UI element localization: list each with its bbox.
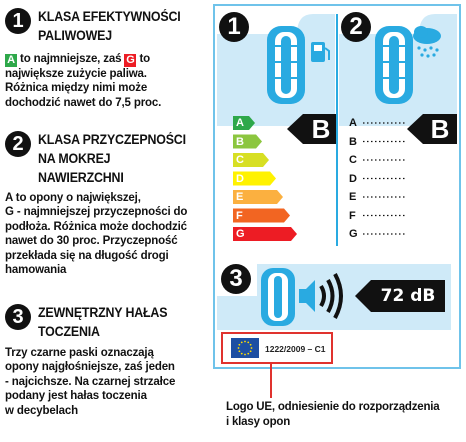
section-number-badge: 3	[5, 304, 31, 330]
eu-flag-icon	[231, 338, 259, 358]
eu-star	[241, 341, 243, 343]
wet-grip-class-letter-d: D	[349, 172, 357, 185]
section-title: NAWIERZCHNI	[38, 170, 124, 185]
fuel-grade-letter: B	[311, 114, 331, 144]
section-title: ZEWNĘTRZNY HAŁAS	[38, 305, 168, 320]
fuel-class-letter-a: A	[236, 117, 244, 129]
fuel-class-letter-b: B	[236, 135, 244, 148]
wet-grip-grade-letter: B	[430, 114, 450, 144]
fuel-class-letter-c: C	[236, 154, 244, 166]
fuel-class-letter-g: G	[236, 228, 245, 240]
section-description: A to najmniejsze, zaś G to największe zużycie paliwa. Różnica między nimi może dochodzić nawet do 7,5 proc.	[5, 53, 162, 109]
wet-grip-class-letter-a: A	[349, 117, 357, 129]
section-number-badge: 2	[5, 131, 31, 157]
tyre-icon	[261, 268, 295, 326]
eu-star	[241, 353, 243, 355]
tyre-label-graphic	[215, 6, 459, 367]
tyre-icon	[375, 26, 413, 104]
regulation-reference: 1222/2009 – C1	[265, 344, 326, 354]
section-title: KLASA EFEKTYWNOŚCI	[38, 9, 181, 24]
section-title: KLASA PRZYCZEPNOŚCI	[38, 132, 186, 147]
section-title: TOCZENIA	[38, 324, 100, 339]
section-number-badge: 1	[5, 8, 31, 34]
wet-grip-class-list	[363, 123, 405, 234]
section-fuel-efficiency	[5, 7, 210, 110]
callout-line	[270, 364, 272, 398]
eu-logo-caption: Logo UE, odniesienie do rozporządzenia i klasy opon	[226, 401, 440, 428]
section-title: PALIWOWEJ	[38, 28, 113, 43]
section-description: A to opony o największej, G - najmniejszej przyczepności do podłoża. Różnica może dochodzić nawet do 30 proc. Przyczepność przekłada się na długość drogi hamowania	[5, 192, 188, 277]
fuel-class-letter-d: D	[236, 172, 244, 185]
wet-grip-class-letter-g: G	[349, 228, 358, 240]
eu-star	[244, 354, 246, 356]
eu-star	[250, 350, 252, 352]
eu-star	[247, 353, 249, 355]
grade-a-chip: A	[5, 54, 17, 67]
highlight-box-top	[221, 332, 333, 334]
label-badge-1: 1	[219, 12, 249, 42]
wet-grip-class-letter-c: C	[349, 154, 357, 166]
eu-tyre-label	[213, 4, 461, 369]
noise-value: 72 dB	[380, 286, 436, 306]
eu-star	[238, 344, 240, 346]
wet-grip-class-letter-e: E	[349, 191, 357, 203]
label-badge-3: 3	[221, 264, 251, 294]
section-wet-grip	[5, 130, 210, 277]
wet-grip-class-letter-f: F	[349, 209, 356, 222]
eu-star	[238, 347, 240, 349]
eu-star	[251, 347, 253, 349]
wet-grip-class-letter-b: B	[349, 135, 357, 148]
label-badge-2: 2	[341, 12, 371, 42]
grade-g-chip: G	[126, 54, 135, 66]
section-title: NA MOKREJ	[38, 151, 111, 166]
eu-star	[238, 350, 240, 352]
fuel-class-letter-f: F	[236, 209, 243, 222]
highlight-box-right	[331, 332, 333, 364]
eu-star	[244, 341, 246, 343]
section-rolling-noise	[5, 303, 210, 418]
eu-star	[247, 341, 249, 343]
eu-star	[250, 344, 252, 346]
highlight-box-left	[221, 332, 223, 364]
tyre-icon	[267, 26, 305, 104]
section-description: Trzy czarne paski oznaczają opony najgłośniejsze, zaś jeden - najcichsze. Na czarnej strzałce podany jest hałas toczenia w decybelach	[5, 347, 176, 417]
highlight-box-bottom	[221, 362, 333, 364]
fuel-class-letter-e: E	[236, 191, 244, 203]
